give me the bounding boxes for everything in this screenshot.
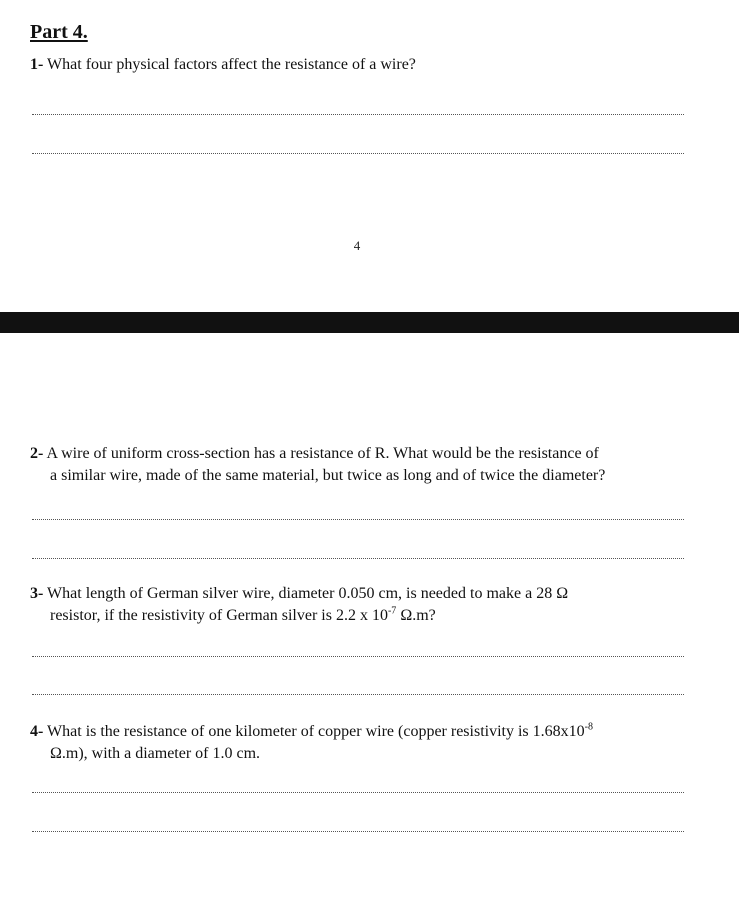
question-3-number: 3- [30,585,44,602]
question-3 [30,583,710,627]
answer-line[interactable] [32,694,684,695]
question-2-number: 2- [30,445,44,462]
answer-line[interactable] [32,114,684,115]
question-1 [30,54,710,76]
question-3-text-line-2 [30,605,710,627]
question-4-text-line-1: What is the resistance of one kilometer of copper wire (copper resistivity is 1.68x10 [43,723,585,740]
question-2 [30,443,710,487]
question-3-text-line-2-end: Ω.m? [396,607,436,624]
question-2-text-line-2: a similar wire, made of the same material, but twice as long and of twice the diameter? [50,467,606,484]
answer-line[interactable] [32,792,684,793]
question-1-text: What four physical factors affect the resistance of a wire? [43,56,416,73]
answer-line[interactable] [32,153,684,154]
answer-line[interactable] [32,656,684,657]
question-3-text-line-1: What length of German silver wire, diameter 0.050 cm, is needed to make a 28 Ω [43,585,569,602]
question-3-text-line-2-start: resistor, if the resistivity of German silver is 2.2 x 10 [50,607,388,624]
answer-line[interactable] [32,558,684,559]
question-1-number: 1- [30,56,44,73]
question-4-number: 4- [30,723,44,740]
answer-line[interactable] [32,831,684,832]
page-number: 4 [353,238,361,253]
question-4 [30,721,710,765]
page-divider-bar [0,312,739,333]
answer-line[interactable] [32,519,684,520]
part-title: Part 4. [30,21,88,43]
question-4-exponent: -8 [584,721,593,733]
question-3-exponent: -7 [387,605,397,617]
question-4-text-line-2: Ω.m), with a diameter of 1.0 cm. [50,745,261,762]
question-2-text-line-1: A wire of uniform cross-section has a resistance of R. What would be the resistance of [43,445,599,462]
